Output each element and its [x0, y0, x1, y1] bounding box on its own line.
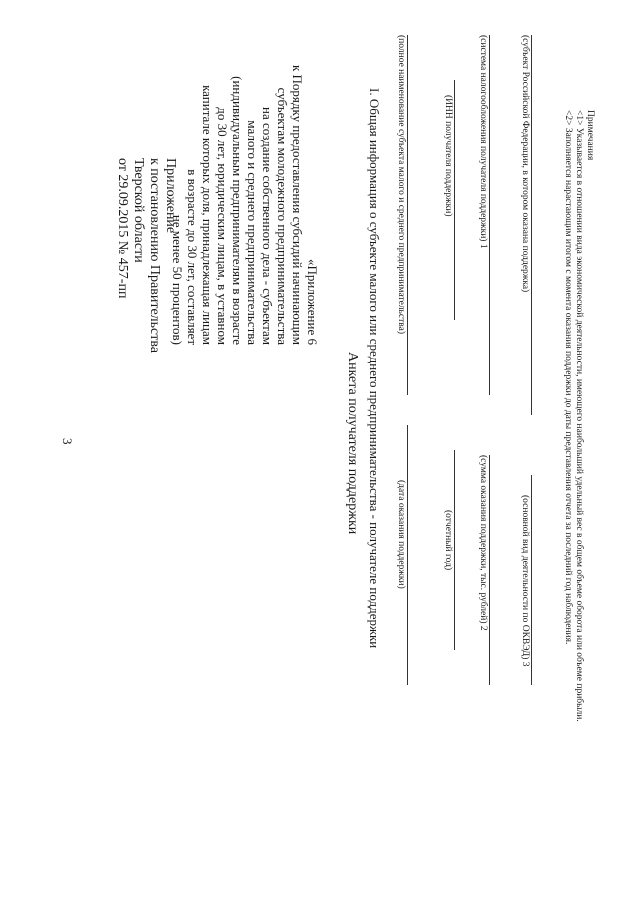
region-caption: (субъект Российской Федерации, в котором оказана поддержка): [520, 35, 530, 293]
reporting-year-caption: (отчетный год): [443, 510, 453, 571]
inn-caption: (ИНН получателя поддержки): [443, 95, 453, 217]
appendix-6-line: в возрасте до 30 лет, составляет: [185, 169, 200, 345]
appendix-6-line: на создание собственного дела - субъектам: [260, 107, 275, 345]
note-item: <2> Заполняется нарастающим итогом с момента оказания поддержки до даты представления отчета за последний год наблюдения.: [563, 110, 573, 645]
appendix-6-line: капитале которых доля, принадлежащая лицам: [200, 85, 215, 345]
form-title: Анкета получателя поддержки: [345, 352, 360, 535]
okved-caption: (основной вид деятельности по ОКВЭД) 3: [520, 495, 530, 667]
reporting-year-line: [454, 450, 455, 650]
appendix-6-block: [170, 40, 320, 345]
okved-line: [531, 475, 532, 685]
appendix-header-line: к постановлению Правительства: [147, 158, 162, 354]
notes-title: Примечания: [585, 110, 595, 161]
appendix-6-line: (индивидуальным предпринимателям в возрасте: [230, 76, 245, 345]
tax-system-caption: (система налогообложения получателя поддержки) 1: [478, 35, 488, 249]
appendix-header-line: Тверской области: [131, 158, 146, 263]
page-number: 3: [60, 438, 75, 445]
inn-line: [454, 80, 455, 320]
appendix-6-line: к Порядку предоставления субсидий начинающим: [290, 64, 305, 345]
full-name-caption: (полное наименование субъекта малого и среднего предпринимательства): [396, 35, 406, 334]
support-date-line: [407, 425, 408, 685]
support-date-caption: (дата оказания поддержки): [396, 480, 406, 589]
appendix-6-line: до 30 лет, юридическим лицам, в уставном: [215, 107, 230, 345]
tax-system-line: [489, 35, 490, 395]
appendix-header-line: от 29.09.2015 № 457-пп: [115, 158, 130, 299]
appendix-6-line: не менее 50 процентов): [170, 214, 185, 345]
notes-block: [562, 110, 595, 722]
section-title: I. Общая информация о субъекте малого или среднего предпринимательства - получателе поддержки: [367, 88, 382, 649]
support-amount-caption: (сумма оказания поддержки, тыс. рублей) 2: [478, 455, 488, 631]
support-amount-line: [489, 455, 490, 685]
appendix-6-line: «Приложение 6: [305, 258, 320, 345]
appendix-header: [114, 158, 178, 353]
appendix-6-line: субъектам молодежного предпринимательства: [275, 87, 290, 345]
region-line: [531, 35, 532, 415]
full-name-line: [407, 35, 408, 395]
appendix-6-line: малого и среднего предпринимательства: [245, 120, 260, 345]
note-item: <1> Указывается в отношении вида экономической деятельности, имеющего наибольший удельный вес в общем объеме оборота или объеме прибыли.: [574, 110, 584, 722]
appendix-header-line: Приложение: [163, 158, 178, 234]
